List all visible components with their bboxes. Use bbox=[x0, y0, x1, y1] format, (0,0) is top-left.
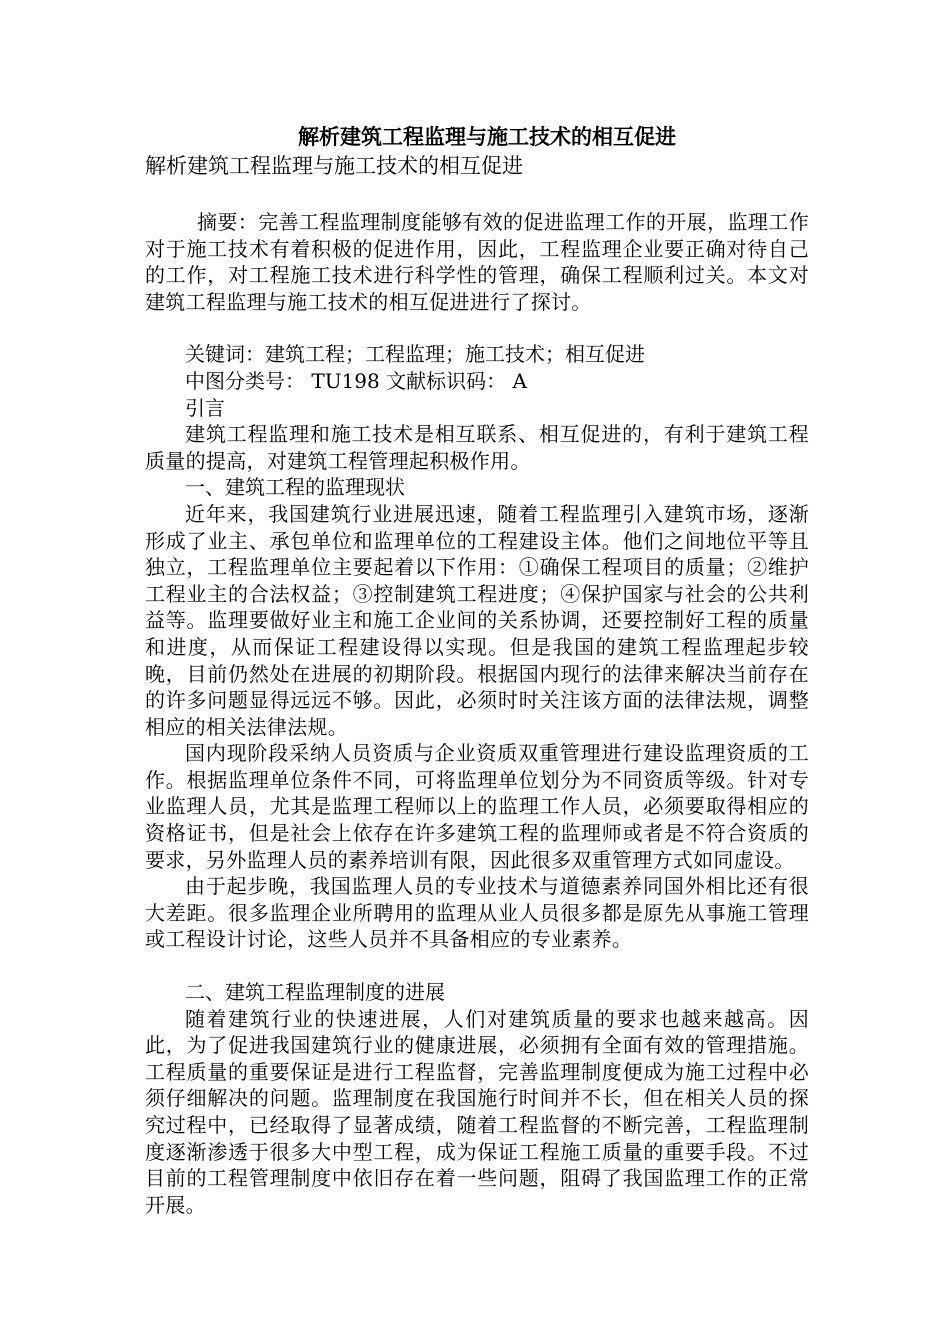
intro-paragraph: 建筑工程监理和施工技术是相互联系、相互促进的，有利于建筑工程质量的提高，对建筑工程管理起积极作用。 bbox=[145, 422, 809, 473]
document-subtitle: 解析建筑工程监理与施工技术的相互促进 bbox=[145, 154, 523, 178]
section2-paragraph-1: 随着建筑行业的快速进展，人们对建筑质量的要求也越来越高。因此，为了促进我国建筑行业的健康进展，必须拥有全面有效的管理措施。工程质量的重要保证是进行工程监督，完善监理制度便成为施工过程中必须仔细解决的问题。监理制度在我国施行时间并不长，但在相关人员的探究过程中，已经取得了显著成绩，随着工程监督的不断完善，工程监理制度逐渐渗透于很多大中型工程，成为保证工程施工质量的重要手段。不过目前的工程管理制度中依旧存在着一些问题，阻碍了我国监理工作的正常开展。 bbox=[145, 1006, 809, 1217]
section1-paragraph-1: 近年来，我国建筑行业进展迅速，随着工程监理引入建筑市场，逐渐形成了业主、承包单位和监理单位的工程建设主体。他们之间地位平等且独立，工程监理单位主要起着以下作用：①确保工程项目的质量；②维护工程业主的合法权益；③控制建筑工程进度；④保护国家与社会的公共利益等。监理要做好业主和施工企业间的关系协调，还要控制好工程的质量和进度，从而保证工程建设得以实现。但是我国的建筑工程监理起步较晚，目前仍然处在进展的初期阶段。根据国内现行的法律来解决当前存在的许多问题显得远远不够。因此，必须时时关注该方面的法律法规，调整相应的相关法律法规。 bbox=[145, 501, 809, 739]
intro-heading: 引言 bbox=[185, 395, 225, 420]
document-page bbox=[145, 122, 809, 1218]
spacer bbox=[145, 315, 809, 341]
document-title: 解析建筑工程监理与施工技术的相互促进 bbox=[298, 124, 676, 149]
spacer bbox=[145, 953, 809, 979]
section1-paragraph-3: 由于起步晚，我国监理人员的专业技术与道德素养同国外相比还有很大差距。很多监理企业所聘用的监理从业人员很多都是原先从事施工管理或工程设计讨论，这些人员并不具备相应的专业素养。 bbox=[145, 874, 809, 952]
section1-heading: 一、建筑工程的监理现状 bbox=[185, 475, 405, 500]
section2-heading: 二、建筑工程监理制度的进展 bbox=[185, 980, 445, 1005]
keywords-line: 关键词：建筑工程；工程监理；施工技术；相互促进 bbox=[185, 342, 645, 367]
abstract-paragraph: 摘要：完善工程监理制度能够有效的促进监理工作的开展，监理工作对于施工技术有着积极的促进作用，因此，工程监理企业要正确对待自己的工作，对工程施工技术进行科学性的管理，确保工程顺利过关。本文对建筑工程监理与施工技术的相互促进进行了探讨。 bbox=[145, 210, 809, 314]
section1-paragraph-2: 国内现阶段采纳人员资质与企业资质双重管理进行建设监理资质的工作。根据监理单位条件不同，可将监理单位划分为不同资质等级。针对专业监理人员，尤其是监理工程师以上的监理工作人员，必须要取得相应的资格证书，但是社会上依存在许多建筑工程的监理师或者是不符合资质的要求，另外监理人员的素养培训有限，因此很多双重管理方式如同虚设。 bbox=[145, 741, 809, 872]
classification-line: 中图分类号： TU198 文献标识码： A bbox=[185, 368, 527, 393]
spacer bbox=[145, 180, 809, 209]
